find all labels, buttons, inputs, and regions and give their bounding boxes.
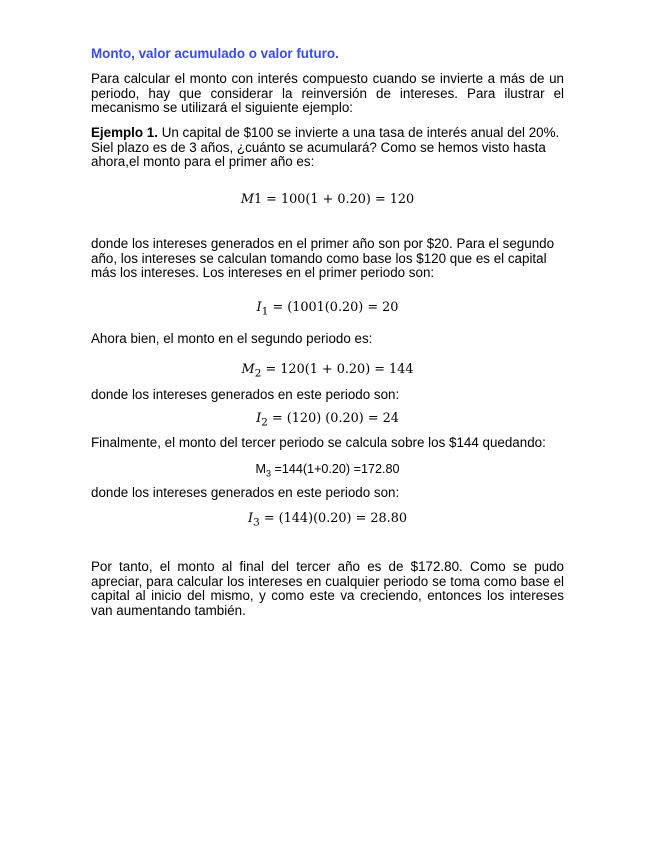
eq3-rhs: = 120(1 + 0.20) = 144 xyxy=(261,362,414,377)
example-text: Un capital de $100 se invierte a una tasa de interés anual del 20%. Siel plazo es de 3 años, ¿cuánto se acumulará? Como se hemos visto hasta ahora,el monto para el primer año es: xyxy=(91,125,560,170)
eq2-rhs: = (1001(0.20) = 20 xyxy=(268,300,399,315)
conclusion-paragraph: Por tanto, el monto al final del tercer año es de $172.80. Como se pudo apreciar, para calcular los intereses en cualquier periodo se toma como base el capital al inicio del mismo, y como este va creciendo, entonces los intereses van aumentando también. xyxy=(91,559,564,618)
equation-m1 xyxy=(91,192,564,208)
eq1-sub: 1 xyxy=(253,192,263,207)
eq2-var: I xyxy=(256,300,262,315)
eq6-rhs: = (144)(0.20) = 28.80 xyxy=(259,511,408,526)
eq5-rhs: =144(1+0.20) =172.80 xyxy=(271,462,400,476)
equation-i2 xyxy=(91,411,564,431)
example-paragraph xyxy=(91,126,564,170)
eq5-var: M xyxy=(255,462,266,476)
eq5-sub: 3 xyxy=(265,468,271,479)
eq6-var: I xyxy=(247,511,254,526)
eq1-var: M xyxy=(240,192,254,207)
eq4-var: I xyxy=(256,411,262,426)
eq3-var: M xyxy=(241,362,255,377)
equation-i3 xyxy=(91,511,564,531)
eq2-sub: 1 xyxy=(261,304,269,318)
interest-paragraph-3: donde los intereses generados en este periodo son: xyxy=(91,485,400,500)
equation-i1 xyxy=(91,300,564,320)
equation-m2 xyxy=(91,362,564,382)
section-heading: Monto, valor acumulado o valor futuro. xyxy=(91,46,339,61)
intro-paragraph: Para calcular el monto con interés compuesto cuando se invierte a más de un periodo, hay que considerar la reinversión de intereses. Para ilustrar el mecanismo se utilizará el siguiente ejemplo: xyxy=(91,71,564,116)
eq4-sub: 2 xyxy=(261,415,268,429)
eq3-sub: 2 xyxy=(254,366,262,380)
second-period-paragraph: Ahora bien, el monto en el segundo periodo es: xyxy=(91,331,373,346)
third-period-paragraph: Finalmente, el monto del tercer periodo se calcula sobre los $144 quedando: xyxy=(91,435,546,450)
example-label: Ejemplo 1. xyxy=(91,125,158,140)
equation-m3 xyxy=(91,461,564,482)
interest-paragraph-2: donde los intereses generados en este periodo son: xyxy=(91,387,400,402)
eq6-sub: 3 xyxy=(253,515,260,529)
eq4-rhs: = (120) (0.20) = 24 xyxy=(267,411,399,426)
interest-paragraph-1: donde los intereses generados en el primer año son por $20. Para el segundo año, los intereses se calculan tomando como base los $120 que es el capital más los intereses. Los intereses en el primer periodo son: xyxy=(91,236,555,281)
eq1-rhs: = 100(1 + 0.20) = 120 xyxy=(262,192,415,207)
